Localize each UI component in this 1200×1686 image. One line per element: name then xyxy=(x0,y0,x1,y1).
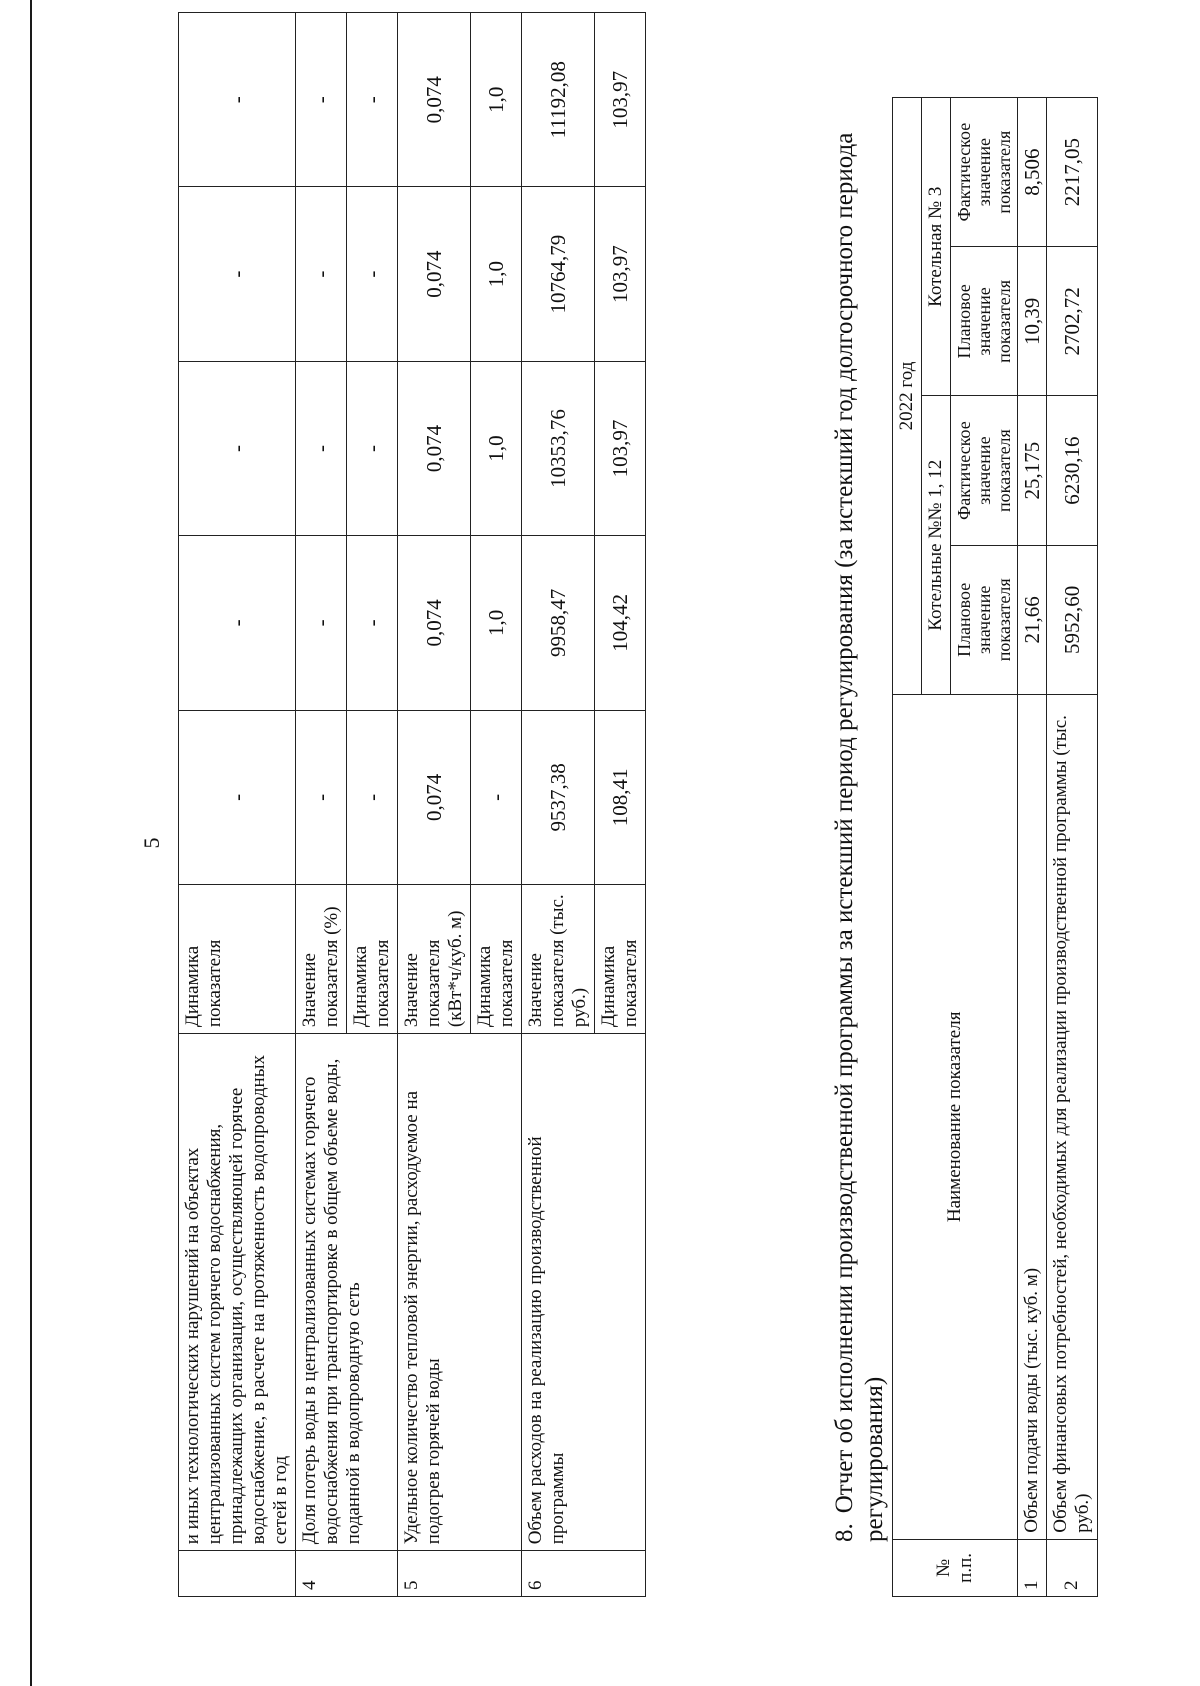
header-plan-2: Плановое значение показателя xyxy=(951,247,1018,396)
indicators-table xyxy=(178,12,646,1597)
value-cell: 1,0 xyxy=(471,536,522,710)
value-cell: 10764,79 xyxy=(522,187,595,361)
row-indicator-type: Значение показателя (кВт*ч/куб. м) xyxy=(398,885,471,1034)
value-cell: 0,074 xyxy=(398,536,471,710)
value-cell: 104,42 xyxy=(595,536,646,710)
value-cell: 9537,38 xyxy=(522,710,595,884)
value-cell: - xyxy=(179,361,296,535)
value-cell: - xyxy=(296,361,347,535)
section-8-heading xyxy=(830,12,890,1542)
value-cell: 0,074 xyxy=(398,13,471,187)
value-cell: 1,0 xyxy=(471,187,522,361)
header-year: 2022 год xyxy=(893,98,922,695)
value-cell: - xyxy=(179,710,296,884)
value-cell: - xyxy=(296,536,347,710)
report-table xyxy=(892,97,1098,1597)
value-cell: - xyxy=(347,13,398,187)
row-num: 5 xyxy=(398,1551,522,1597)
value-cell: - xyxy=(347,187,398,361)
header-fact-1: Фактическое значение показателя xyxy=(951,396,1018,545)
value-cell: 103,97 xyxy=(595,13,646,187)
header-name: Наименование показателя xyxy=(893,694,1018,1539)
row-name: Удельное количество тепловой энергии, расходуемое на подогрев горячей воды xyxy=(398,1034,522,1551)
row-name: Объем финансовых потребностей, необходимых для реализации производственной программы (тыс. руб.) xyxy=(1047,694,1098,1539)
value-cell: 0,074 xyxy=(398,187,471,361)
value-cell: 2702,72 xyxy=(1047,247,1098,396)
value-cell: 8,506 xyxy=(1018,98,1047,247)
row-indicator-type: Динамика показателя xyxy=(179,885,296,1034)
table-row xyxy=(179,13,296,1597)
header-plan-1: Плановое значение показателя xyxy=(951,545,1018,694)
section-title: Отчет об исполнении производственной программы за истекший период регулирования (за истекший год долгосрочного периода регулирования) xyxy=(831,132,888,1542)
value-cell: 108,41 xyxy=(595,710,646,884)
row-name: Объем подачи воды (тыс. куб. м) xyxy=(1018,694,1047,1539)
row-num: 4 xyxy=(296,1551,398,1597)
table-row xyxy=(1047,98,1098,1597)
value-cell: 1,0 xyxy=(471,13,522,187)
header-fact-2: Фактическое значение показателя xyxy=(951,98,1018,247)
row-indicator-type: Значение показателя (%) xyxy=(296,885,347,1034)
value-cell: 25,175 xyxy=(1018,396,1047,545)
table-row xyxy=(296,13,347,1597)
row-num xyxy=(179,1551,296,1597)
value-cell: - xyxy=(347,361,398,535)
row-num: 2 xyxy=(1047,1539,1098,1596)
value-cell: 5952,60 xyxy=(1047,545,1098,694)
table-row xyxy=(1018,98,1047,1597)
value-cell: 103,97 xyxy=(595,187,646,361)
row-indicator-type: Значение показателя (тыс. руб.) xyxy=(522,885,595,1034)
page-number: 5 xyxy=(139,837,164,849)
row-name: Доля потерь воды в централизованных системах горячего водоснабжения при транспортировке в общем объеме воды, поданной в водопроводную сеть xyxy=(296,1034,398,1551)
value-cell: 0,074 xyxy=(398,361,471,535)
value-cell: - xyxy=(471,710,522,884)
header-group-2: Котельная № 3 xyxy=(922,98,951,396)
value-cell: 2217,05 xyxy=(1047,98,1098,247)
row-indicator-type: Динамика показателя xyxy=(347,885,398,1034)
row-name: и иных технологических нарушений на объектах централизованных систем горячего водоснабжения, принадлежащих организации, осуществляющей горячее водоснабжение, в расчете на протяженность водопроводных сетей в год xyxy=(179,1034,296,1551)
header-group-1: Котельные №№ 1, 12 xyxy=(922,396,951,694)
value-cell: - xyxy=(296,187,347,361)
row-num: 1 xyxy=(1018,1539,1047,1596)
row-num: 6 xyxy=(522,1551,646,1597)
indicators-table-body xyxy=(179,13,646,1597)
value-cell: 11192,08 xyxy=(522,13,595,187)
value-cell: - xyxy=(296,13,347,187)
section-number: 8. xyxy=(831,1523,858,1542)
value-cell: 10353,76 xyxy=(522,361,595,535)
value-cell: 9958,47 xyxy=(522,536,595,710)
value-cell: 0,074 xyxy=(398,710,471,884)
value-cell: - xyxy=(296,710,347,884)
row-indicator-type: Динамика показателя xyxy=(471,885,522,1034)
value-cell: 103,97 xyxy=(595,361,646,535)
header-num: № п.п. xyxy=(893,1539,1018,1596)
value-cell: - xyxy=(179,187,296,361)
value-cell: - xyxy=(347,710,398,884)
row-name: Объем расходов на реализацию производственной программы xyxy=(522,1034,646,1551)
value-cell: 10,39 xyxy=(1018,247,1047,396)
value-cell: 21,66 xyxy=(1018,545,1047,694)
value-cell: 1,0 xyxy=(471,361,522,535)
value-cell: - xyxy=(179,536,296,710)
table-row xyxy=(398,13,471,1597)
table-row xyxy=(522,13,595,1597)
row-indicator-type: Динамика показателя xyxy=(595,885,646,1034)
value-cell: 6230,16 xyxy=(1047,396,1098,545)
value-cell: - xyxy=(347,536,398,710)
value-cell: - xyxy=(179,13,296,187)
